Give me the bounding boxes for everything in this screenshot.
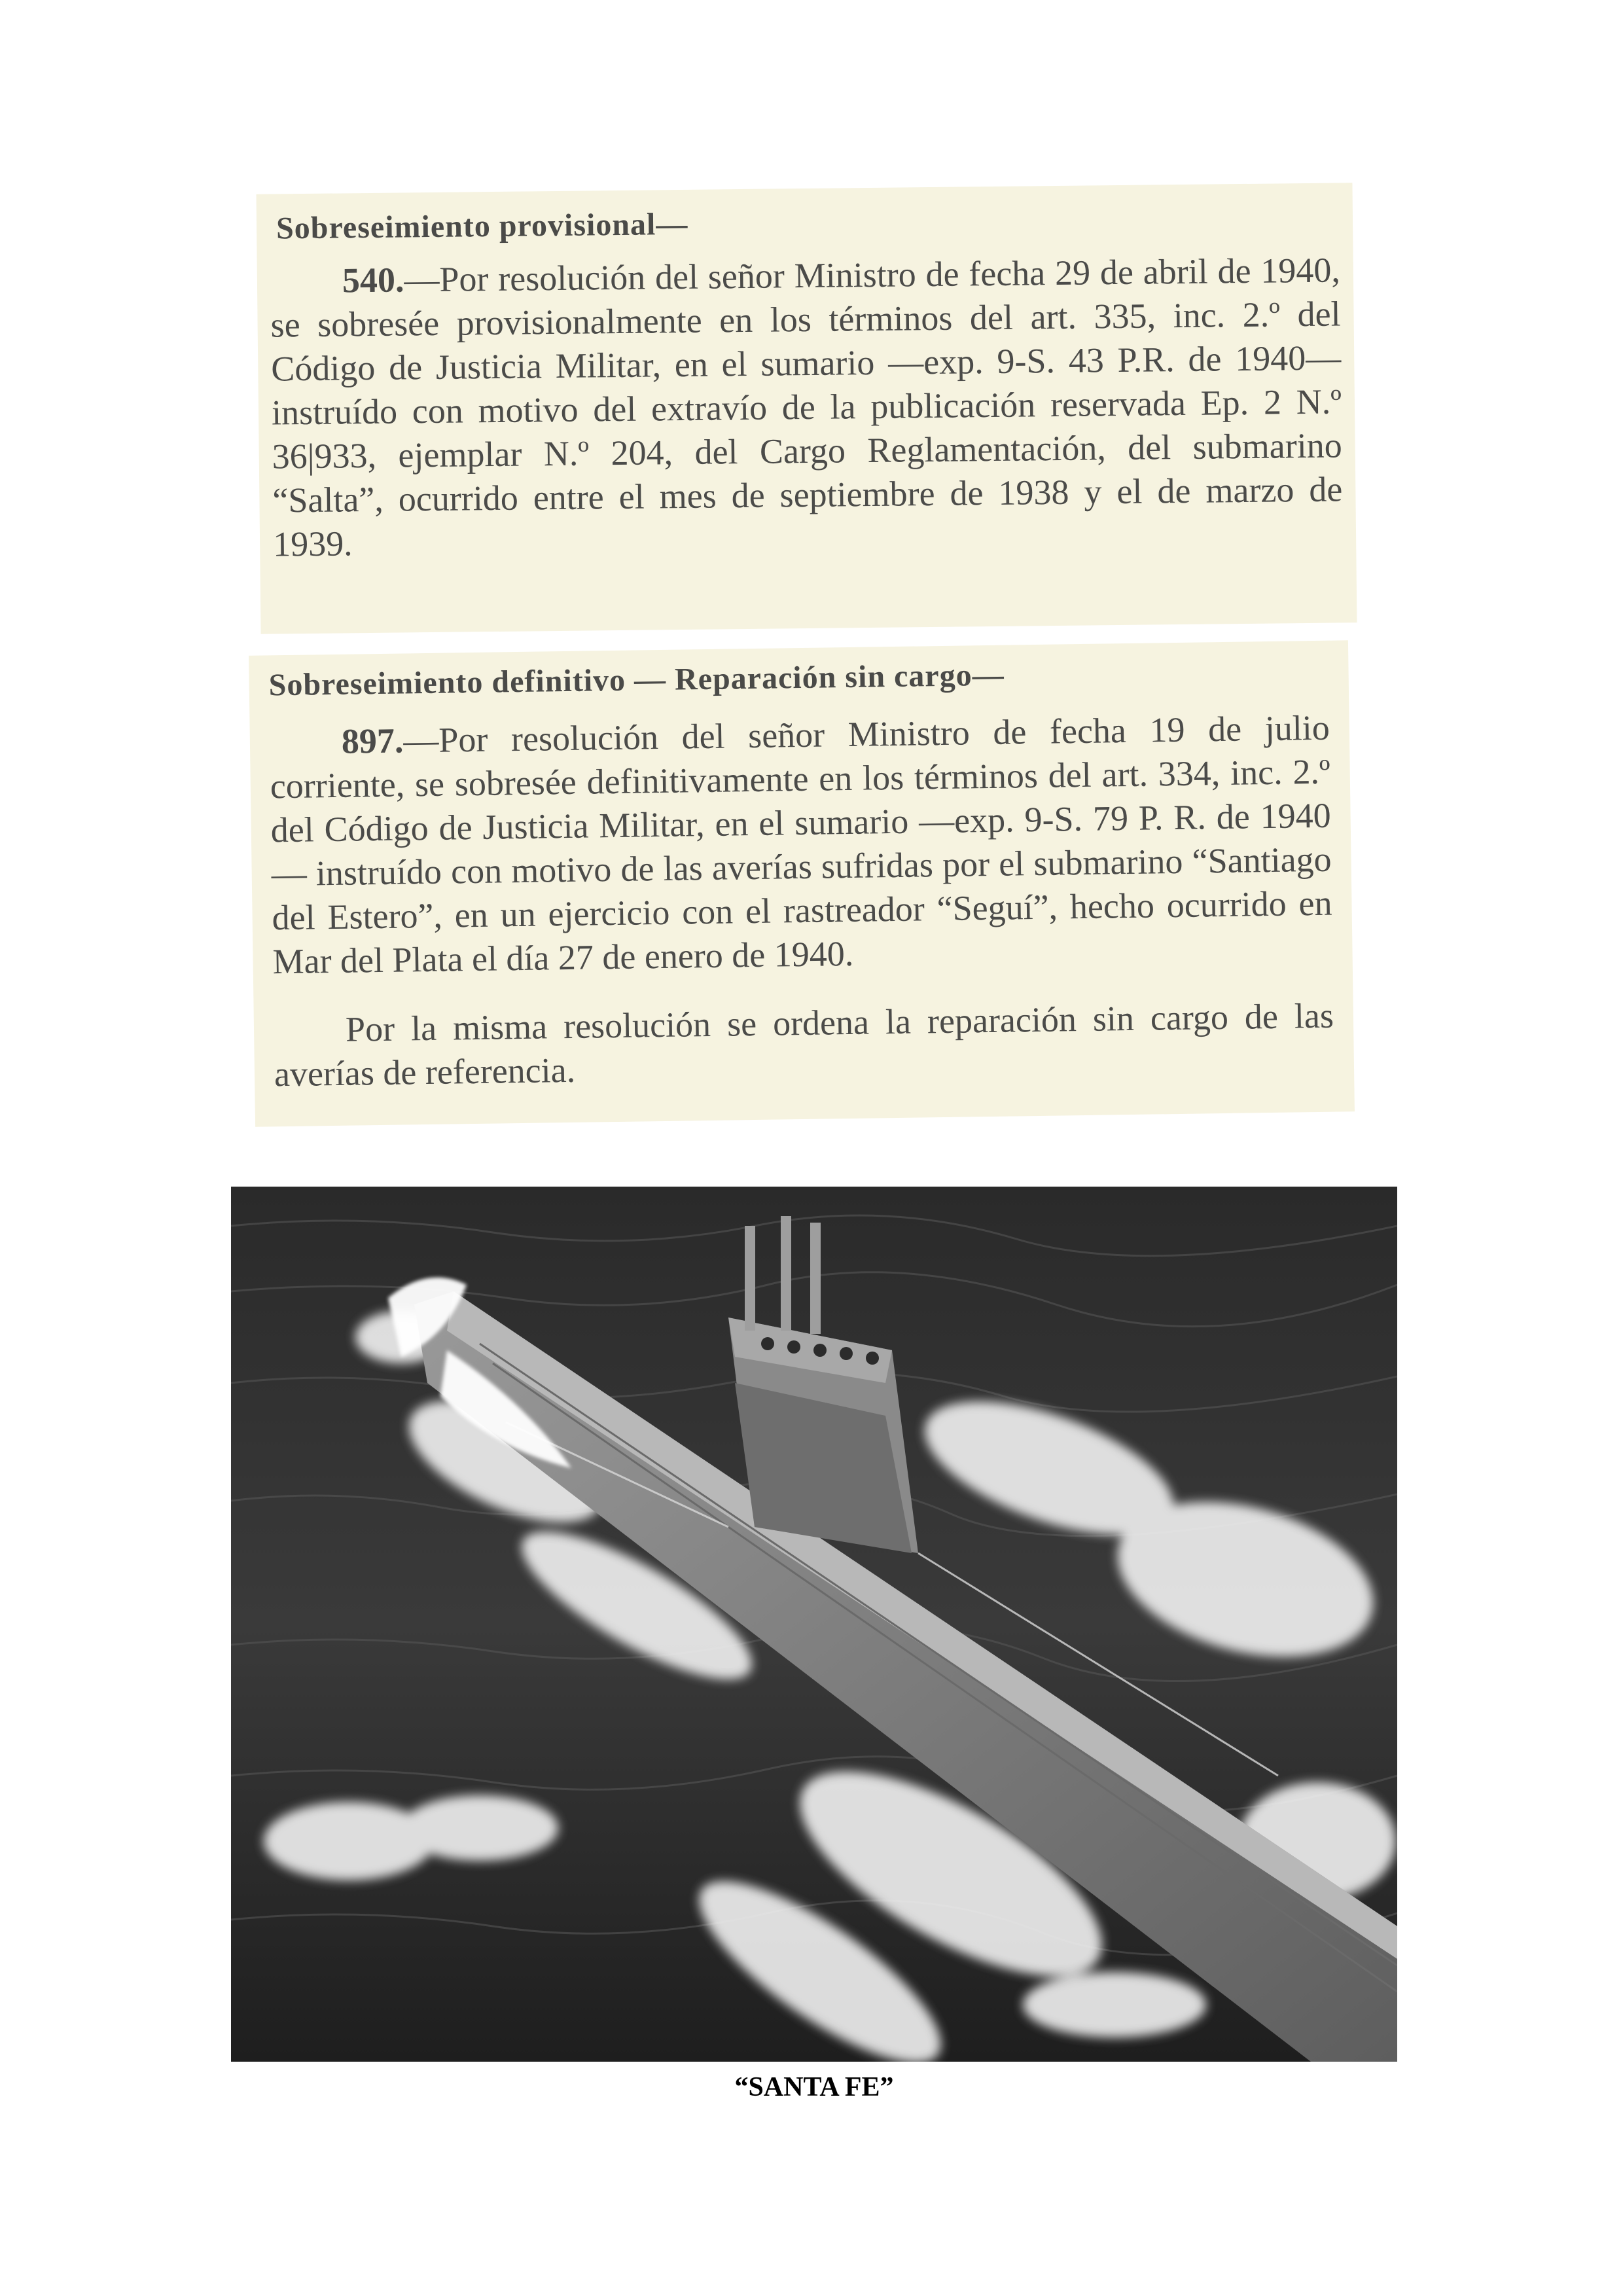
resolution-text-2: Por la misma resolución se ordena la reparación sin cargo de las averías de referencia. <box>274 996 1334 1094</box>
resolution-number: 540. <box>342 260 404 300</box>
clipping-definitive <box>249 640 1355 1126</box>
submarine-photo <box>231 1187 1397 2062</box>
clipping-paragraph <box>269 706 1332 984</box>
resolution-text: —Por resolución del señor Ministro de fecha 29 de abril de 1940, se sobresée provisionalmente en los términos del art. 335, inc. 2.º del Código de Justicia Militar, en el sumario —exp. 9-S. 43 P.R. de 1940— instruído con motivo del extravío de la publicación reservada Ep. 2 N.º 36|933, ejemplar N.º 204, del Cargo Reglamentación, del submarino “Salta”, ocurrido entre el mes de septiembre de 1938 y el de marzo de 1939. <box>270 250 1343 564</box>
resolution-number: 897. <box>341 721 404 761</box>
photo-caption: “SANTA FE” <box>734 2072 894 2102</box>
resolution-text: —Por resolución del señor Ministro de fecha 19 de julio corriente, se sobresée definitivamente en los términos del art. 334, inc. 2.º del Código de Justicia Militar, en el sumario —exp. 9-S. 79 P. R. de 1940— instruído con motivo de las averías sufridas por el submarino “Santiago del Estero”, en un ejercicio con el rastreador “Seguí”, hecho ocurrido en Mar del Plata el día 27 de enero de 1940. <box>270 708 1332 982</box>
clipping-heading: Sobreseimiento provisional— <box>276 206 688 246</box>
clipping-paragraph <box>270 248 1344 566</box>
clipping-paragraph-2 <box>274 994 1335 1097</box>
clipping-heading: Sobreseimiento definitivo — Reparación sin cargo— <box>268 657 1005 703</box>
clipping-provisional <box>257 183 1357 634</box>
